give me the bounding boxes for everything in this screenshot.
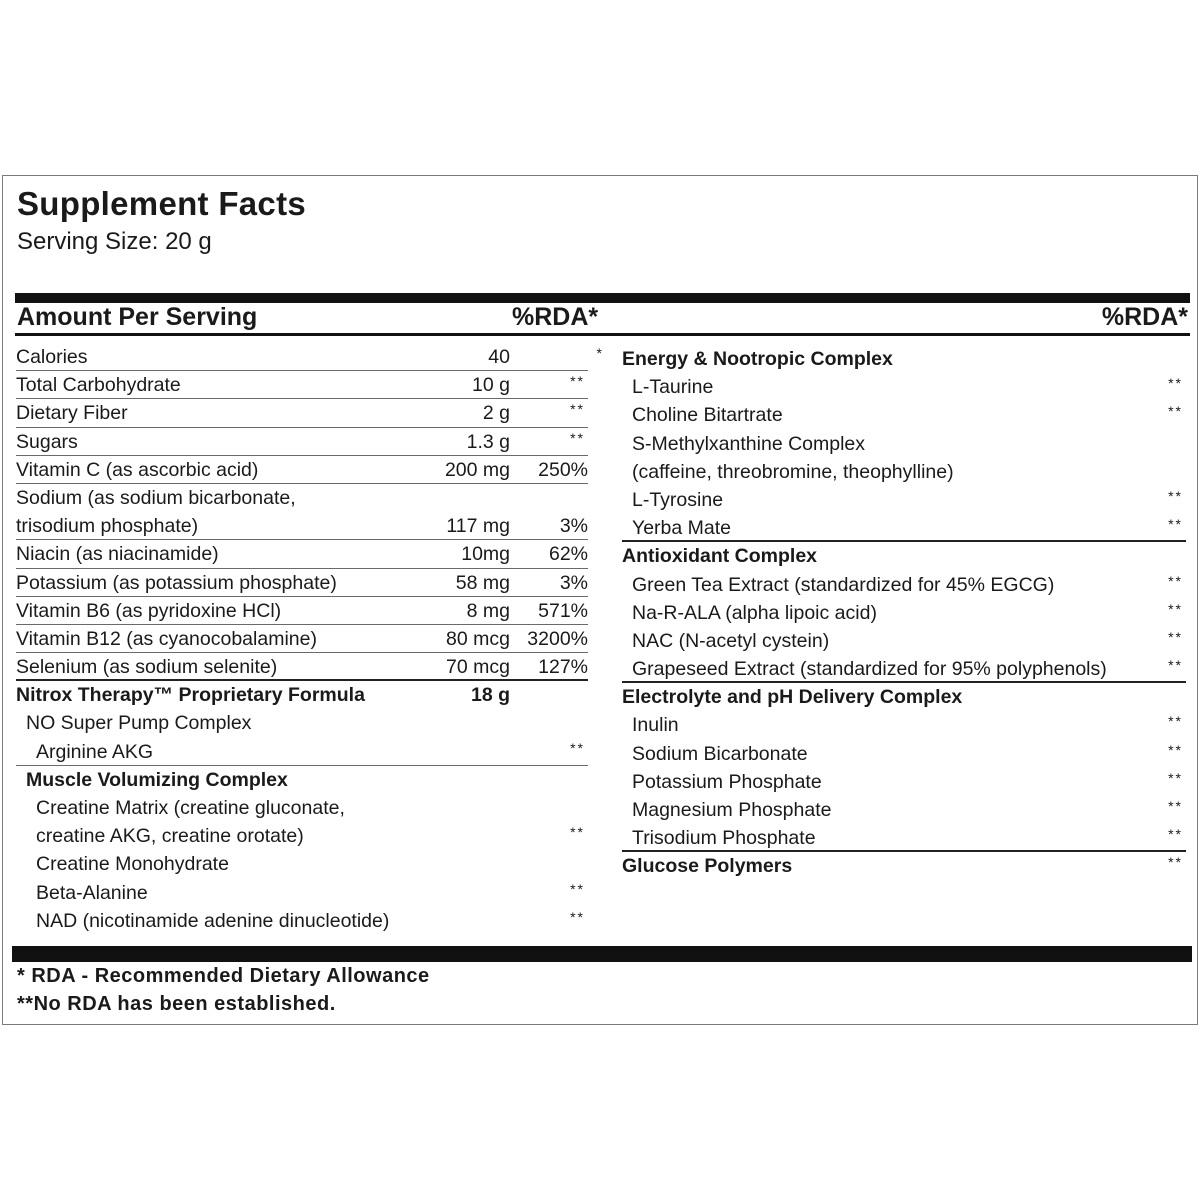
left-row bbox=[16, 653, 588, 681]
left-rda-marker: ** bbox=[570, 429, 585, 446]
right-rda-marker: ** bbox=[1168, 741, 1183, 758]
right-rda-marker: ** bbox=[1168, 403, 1183, 420]
left-rda-marker: ** bbox=[570, 401, 585, 418]
left-amount: 18 g bbox=[470, 684, 510, 707]
left-rda-percent: 3200% bbox=[527, 627, 588, 650]
left-rda-percent: 571% bbox=[538, 599, 588, 622]
right-rda-marker: ** bbox=[1168, 572, 1183, 589]
left-name: Vitamin C (as ascorbic acid) bbox=[16, 458, 259, 481]
left-name: Selenium (as sodium selenite) bbox=[16, 656, 278, 679]
left-rda-percent: 3% bbox=[559, 571, 588, 594]
bottom-thick-rule bbox=[12, 946, 1192, 962]
right-row bbox=[622, 430, 1186, 458]
left-amount: 1.3 g bbox=[466, 430, 510, 453]
left-name: NAD (nicotinamide adenine dinucleotide) bbox=[36, 909, 390, 932]
footnote-rda: * RDA - Recommended Dietary Allowance bbox=[17, 965, 430, 987]
left-amount: 40 bbox=[488, 346, 510, 368]
right-name: Potassium Phosphate bbox=[632, 770, 822, 793]
right-row bbox=[622, 542, 1186, 570]
right-rda-marker: ** bbox=[1168, 713, 1183, 730]
left-row bbox=[16, 371, 588, 399]
left-amount: 80 mcg bbox=[446, 627, 510, 650]
right-row bbox=[622, 599, 1186, 627]
right-rda-marker: ** bbox=[1168, 487, 1183, 504]
left-rda-marker: * bbox=[596, 345, 604, 361]
left-amount: 117 mg bbox=[446, 515, 510, 538]
right-rda-marker: ** bbox=[1168, 516, 1183, 533]
left-rda-percent: 127% bbox=[538, 656, 588, 679]
right-rda-marker: ** bbox=[1168, 628, 1183, 645]
left-row bbox=[16, 428, 588, 456]
footnote-no-rda: **No RDA has been established. bbox=[17, 993, 336, 1015]
right-row bbox=[622, 627, 1186, 655]
left-row bbox=[16, 850, 588, 878]
left-name: Total Carbohydrate bbox=[16, 374, 181, 397]
right-row bbox=[622, 486, 1186, 514]
left-rda-marker: ** bbox=[570, 824, 585, 841]
right-row bbox=[622, 796, 1186, 824]
right-rda-marker: ** bbox=[1168, 854, 1183, 871]
left-name: Nitrox Therapy™ Proprietary Formula bbox=[16, 684, 365, 707]
left-rda-marker: ** bbox=[570, 373, 585, 390]
right-rda-marker: ** bbox=[1168, 657, 1183, 674]
right-name: (caffeine, threobromine, theophylline) bbox=[632, 460, 954, 483]
left-name: Dietary Fiber bbox=[16, 402, 128, 425]
left-name: Muscle Volumizing Complex bbox=[26, 768, 288, 791]
right-name: Antioxidant Complex bbox=[622, 545, 818, 568]
left-amount: 58 mg bbox=[455, 571, 510, 594]
right-row bbox=[622, 824, 1186, 852]
left-rda-percent: 250% bbox=[538, 458, 588, 481]
left-name: Sugars bbox=[16, 430, 78, 453]
left-row bbox=[16, 879, 588, 907]
panel-title: Supplement Facts bbox=[17, 185, 307, 222]
left-row bbox=[16, 343, 604, 371]
left-rda-marker: ** bbox=[570, 908, 585, 925]
right-name: Energy & Nootropic Complex bbox=[622, 348, 893, 370]
left-row bbox=[16, 625, 588, 653]
left-amount: 200 mg bbox=[444, 458, 510, 481]
left-nutrient-column bbox=[16, 343, 604, 935]
left-amount: 10mg bbox=[461, 543, 510, 566]
left-amount: 8 mg bbox=[466, 599, 510, 622]
right-rda-marker: ** bbox=[1168, 375, 1183, 392]
right-name: Glucose Polymers bbox=[622, 855, 793, 878]
left-rda-marker: ** bbox=[570, 880, 585, 897]
left-name: creatine AKG, creatine orotate) bbox=[36, 825, 304, 848]
left-row bbox=[16, 738, 588, 766]
right-rda-marker: ** bbox=[1168, 600, 1183, 617]
left-row bbox=[16, 709, 588, 737]
right-rda-marker: ** bbox=[1168, 769, 1183, 786]
left-row bbox=[16, 569, 588, 597]
left-row bbox=[16, 456, 588, 484]
left-rda-marker: ** bbox=[570, 739, 585, 756]
right-row bbox=[622, 345, 1186, 373]
left-row bbox=[16, 907, 588, 935]
serving-size: Serving Size: 20 g bbox=[17, 228, 212, 255]
right-row bbox=[622, 571, 1186, 599]
left-row bbox=[16, 484, 588, 512]
right-name: Na-R-ALA (alpha lipoic acid) bbox=[632, 601, 877, 624]
left-name: Potassium (as potassium phosphate) bbox=[16, 571, 337, 594]
right-row bbox=[622, 401, 1186, 429]
left-row bbox=[16, 794, 588, 822]
left-name: Beta-Alanine bbox=[36, 881, 148, 904]
right-row bbox=[622, 373, 1186, 401]
left-name: NO Super Pump Complex bbox=[26, 712, 252, 735]
left-row bbox=[16, 512, 588, 540]
left-name: Arginine AKG bbox=[36, 740, 154, 763]
right-complex-column bbox=[622, 345, 1186, 881]
left-name: Sodium (as sodium bicarbonate, bbox=[16, 486, 296, 509]
right-row bbox=[622, 768, 1186, 796]
rda-header-left: %RDA* bbox=[512, 303, 599, 331]
header-rule bbox=[15, 333, 1190, 336]
right-row bbox=[622, 655, 1186, 683]
rda-header-right: %RDA* bbox=[1101, 303, 1188, 331]
right-name: Yerba Mate bbox=[632, 517, 732, 540]
left-name: Calories bbox=[16, 346, 88, 368]
right-row bbox=[622, 683, 1186, 711]
left-name: Creatine Monohydrate bbox=[36, 853, 229, 876]
right-row bbox=[622, 514, 1186, 542]
right-name: L-Tyrosine bbox=[632, 488, 724, 511]
left-name: Vitamin B12 (as cyanocobalamine) bbox=[16, 627, 317, 650]
right-row bbox=[622, 458, 1186, 486]
left-name: Creatine Matrix (creatine gluconate, bbox=[36, 797, 345, 819]
left-row bbox=[16, 540, 588, 568]
right-name: Inulin bbox=[632, 714, 679, 737]
right-name: Grapeseed Extract (standardized for 95% polyphenols) bbox=[632, 658, 1107, 681]
right-name: Trisodium Phosphate bbox=[632, 827, 816, 850]
left-name: Niacin (as niacinamide) bbox=[16, 543, 219, 566]
left-name: Vitamin B6 (as pyridoxine HCl) bbox=[16, 599, 282, 622]
left-rda-percent: 62% bbox=[548, 543, 588, 566]
right-row bbox=[622, 711, 1186, 739]
right-name: NAC (N-acetyl cystein) bbox=[632, 629, 830, 652]
right-rda-marker: ** bbox=[1168, 826, 1183, 843]
left-row bbox=[16, 399, 588, 427]
right-name: Magnesium Phosphate bbox=[632, 799, 832, 821]
right-rda-marker: ** bbox=[1168, 798, 1183, 814]
right-name: Electrolyte and pH Delivery Complex bbox=[622, 686, 963, 709]
right-name: Green Tea Extract (standardized for 45% EGCG) bbox=[632, 573, 1055, 596]
left-row bbox=[16, 766, 588, 794]
amount-per-serving-header: Amount Per Serving bbox=[17, 303, 258, 331]
left-row bbox=[16, 822, 588, 850]
right-name: L-Taurine bbox=[632, 376, 714, 399]
right-name: Sodium Bicarbonate bbox=[632, 742, 808, 765]
left-row bbox=[16, 597, 588, 625]
left-row bbox=[16, 681, 588, 709]
right-name: Choline Bitartrate bbox=[632, 404, 783, 427]
left-amount: 70 mcg bbox=[446, 656, 510, 679]
left-name: trisodium phosphate) bbox=[16, 515, 199, 538]
right-name: S-Methylxanthine Complex bbox=[632, 432, 866, 455]
right-row bbox=[622, 740, 1186, 768]
top-thick-rule bbox=[15, 293, 1190, 303]
right-row bbox=[622, 852, 1186, 880]
left-amount: 2 g bbox=[482, 402, 510, 425]
left-rda-percent: 3% bbox=[559, 515, 588, 538]
left-amount: 10 g bbox=[472, 374, 510, 397]
